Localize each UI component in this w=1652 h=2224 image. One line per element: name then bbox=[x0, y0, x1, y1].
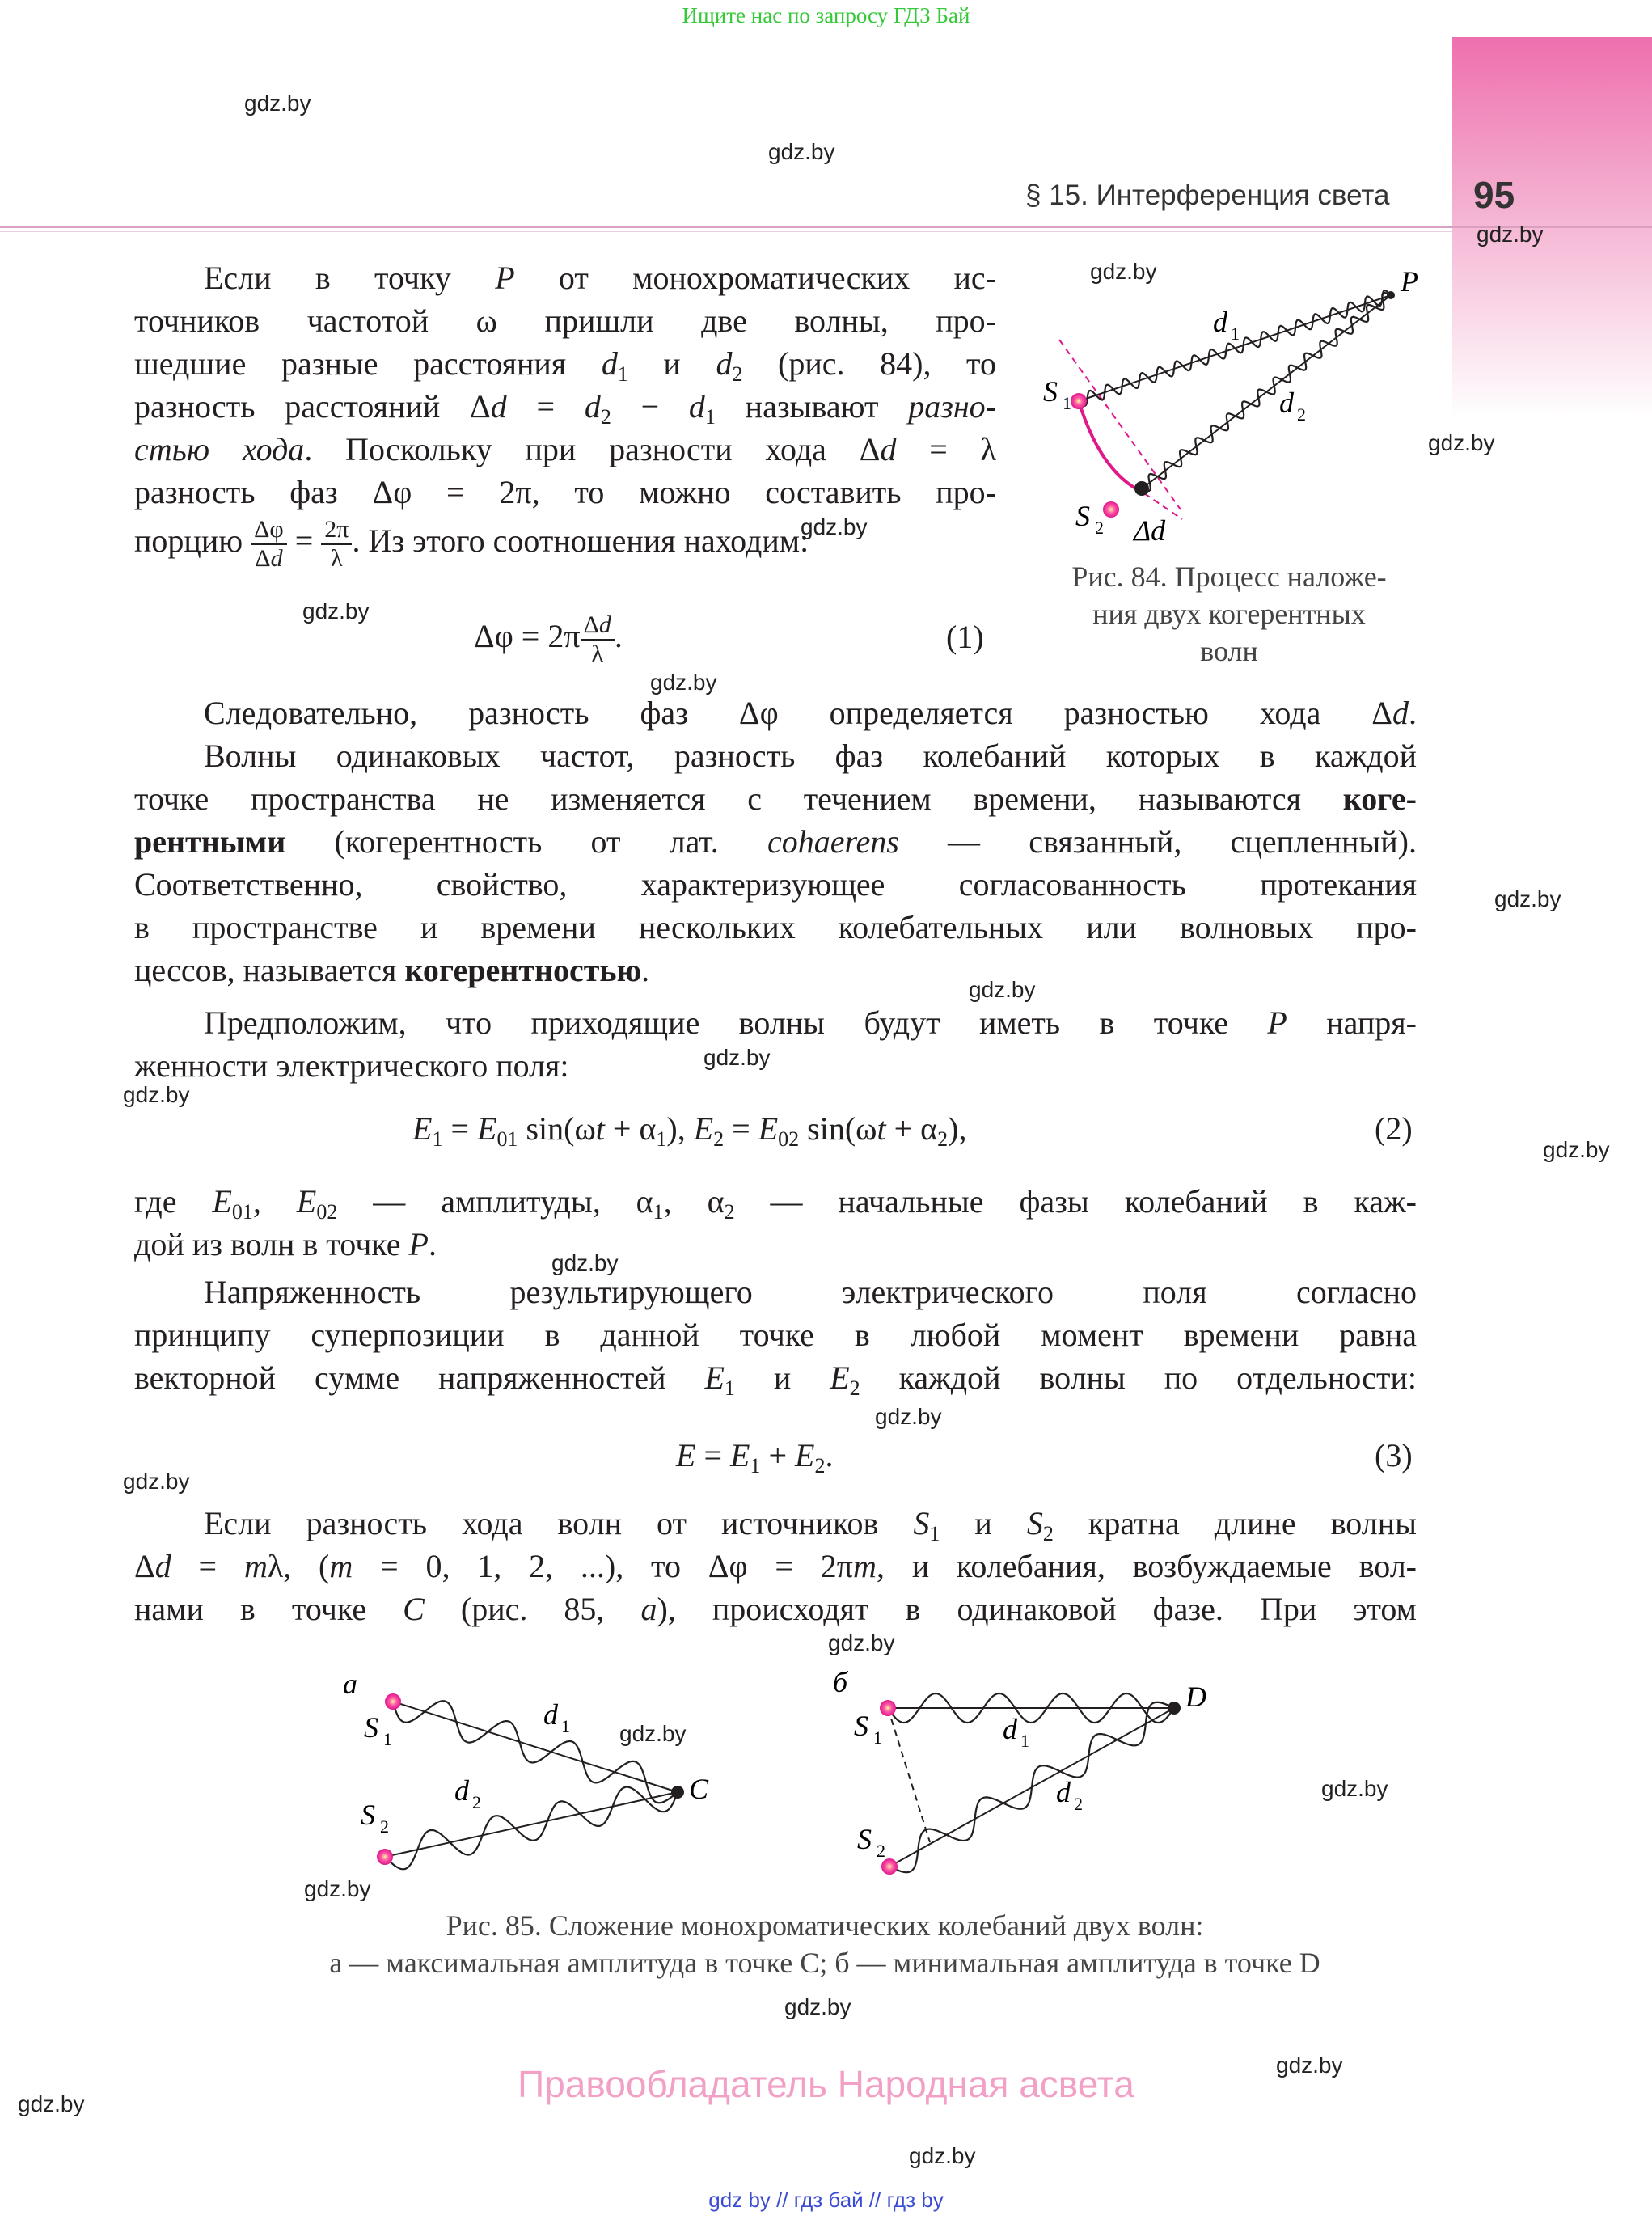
point-C bbox=[671, 1786, 684, 1799]
top-search-hint[interactable]: Ищите нас по запросу ГДЗ Бай bbox=[682, 3, 970, 27]
equation-1: Δφ = 2π $\frac{\Delta d}{\lambda}$ . bbox=[474, 611, 623, 667]
label-a-d2: d bbox=[454, 1774, 469, 1807]
wavefront-arc bbox=[1079, 401, 1139, 490]
watermark: gdz.by bbox=[768, 139, 835, 164]
figure-84-caption bbox=[1027, 558, 1431, 670]
figure-85a-diagram bbox=[332, 1666, 736, 1884]
watermark: gdz.by bbox=[619, 1721, 687, 1746]
point-D bbox=[1168, 1702, 1181, 1715]
equation-2: $E_1 = E_{01}$ $\sin(\omega t + \alpha_1)$, $E_2 = E_{02}$ $\sin(\omega t + \alpha_2)$, bbox=[412, 1110, 967, 1151]
label-b-d2-sub: 2 bbox=[1074, 1794, 1083, 1814]
watermark: gdz.by bbox=[875, 1404, 942, 1429]
watermark: gdz.by bbox=[1428, 430, 1495, 455]
figure-84-diagram bbox=[1043, 251, 1431, 550]
watermark: gdz.by bbox=[551, 1250, 619, 1275]
label-b-S2: S bbox=[857, 1823, 872, 1855]
label-S1-sub: 1 bbox=[1063, 393, 1071, 413]
source-b-S2-icon bbox=[881, 1858, 898, 1875]
label-a-d1-sub: 1 bbox=[561, 1716, 570, 1736]
label-delta-d: Δd bbox=[1134, 514, 1166, 547]
watermark: gdz.by bbox=[703, 1045, 771, 1070]
wave-a-d1 bbox=[393, 1701, 678, 1803]
equation-3: $E = E_1 + E_2$. bbox=[676, 1437, 834, 1478]
label-S2-sub: 2 bbox=[1095, 518, 1104, 538]
label-a-S1: S bbox=[364, 1711, 378, 1744]
watermark: gdz.by bbox=[304, 1876, 371, 1901]
watermark: gdz.by bbox=[828, 1630, 895, 1655]
label-b-d2: d bbox=[1056, 1776, 1071, 1808]
label-b-d1-sub: 1 bbox=[1020, 1731, 1029, 1751]
ray-a-d1 bbox=[393, 1702, 678, 1792]
label-a-S2: S bbox=[361, 1799, 375, 1831]
label-b-S1: S bbox=[854, 1710, 868, 1742]
source-a-S1-icon bbox=[385, 1693, 401, 1710]
point-on-d2 bbox=[1134, 481, 1149, 496]
figure-85b-diagram bbox=[825, 1658, 1245, 1892]
wave-a-d2 bbox=[385, 1787, 678, 1870]
wave-d2 bbox=[1142, 293, 1391, 491]
source-a-S2-icon bbox=[377, 1849, 393, 1865]
watermark: gdz.by bbox=[1321, 1776, 1388, 1801]
figure-85-caption bbox=[81, 1907, 1569, 1981]
wave-d1 bbox=[1079, 290, 1391, 406]
caption-line: Рис. 85. Сложение монохроматических колебаний двух волн: bbox=[446, 1909, 1204, 1942]
watermark: gdz.by bbox=[969, 977, 1036, 1002]
header-rule bbox=[0, 226, 1652, 228]
caption-line: а — максимальная амплитуда в точке C; б — минимальная амплитуда в точке D bbox=[329, 1947, 1320, 1979]
label-a-S1-sub: 1 bbox=[383, 1729, 392, 1749]
watermark: gdz.by bbox=[1477, 222, 1544, 247]
watermark: gdz.by bbox=[302, 598, 370, 624]
caption-line: Рис. 84. Процесс наложе- bbox=[1071, 560, 1387, 593]
watermark: gdz.by bbox=[784, 1994, 851, 2019]
label-b-S2-sub: 2 bbox=[877, 1841, 885, 1861]
section-header: § 15. Интерференция света bbox=[1025, 180, 1390, 211]
caption-line: ния двух когерентных bbox=[1092, 598, 1366, 630]
watermark: gdz.by bbox=[244, 91, 311, 116]
equation-3-number: (3) bbox=[1375, 1437, 1413, 1474]
perpendicular-dashed bbox=[888, 1708, 930, 1842]
ray-a-d2 bbox=[385, 1792, 678, 1857]
watermark: gdz.by bbox=[1543, 1137, 1610, 1162]
label-d2: d bbox=[1279, 387, 1294, 419]
label-a-d2-sub: 2 bbox=[472, 1792, 481, 1812]
label-a-d1: d bbox=[543, 1698, 558, 1731]
source-S1-icon bbox=[1071, 393, 1087, 409]
wave-b-d2 bbox=[889, 1702, 1174, 1872]
label-d1: d bbox=[1213, 306, 1227, 338]
label-C: C bbox=[689, 1773, 709, 1805]
panel-b-label: б bbox=[833, 1666, 848, 1698]
watermark: gdz.by bbox=[1494, 886, 1561, 911]
equation-1-number: (1) bbox=[946, 619, 984, 655]
page-number: 95 bbox=[1473, 174, 1515, 216]
panel-a-label: а bbox=[343, 1668, 357, 1700]
watermark: gdz.by bbox=[909, 2143, 976, 2168]
watermark: gdz.by bbox=[1276, 2053, 1343, 2078]
ray-d2 bbox=[1140, 295, 1391, 490]
bottom-links[interactable]: gdz by // гдз бай // гдз by bbox=[708, 2188, 944, 2212]
label-S1: S bbox=[1043, 375, 1058, 408]
label-a-S2-sub: 2 bbox=[380, 1816, 389, 1837]
label-S2: S bbox=[1075, 500, 1090, 532]
label-b-S1-sub: 1 bbox=[873, 1727, 882, 1748]
watermark: gdz.by bbox=[18, 2091, 85, 2116]
watermark: gdz.by bbox=[801, 514, 868, 539]
label-P: P bbox=[1401, 265, 1418, 298]
label-D: D bbox=[1185, 1681, 1206, 1713]
watermark: gdz.by bbox=[123, 1082, 190, 1107]
tangent-dashed-line bbox=[1059, 340, 1181, 509]
watermark: gdz.by bbox=[123, 1469, 190, 1494]
source-b-S1-icon bbox=[880, 1700, 896, 1716]
header-rule-thin bbox=[0, 231, 1452, 232]
source-S2-icon bbox=[1103, 501, 1119, 518]
caption-line: волн bbox=[1200, 635, 1258, 667]
point-P bbox=[1387, 291, 1395, 299]
equation-2-number: (2) bbox=[1375, 1110, 1413, 1147]
label-d2-sub: 2 bbox=[1297, 404, 1306, 425]
label-b-d1: d bbox=[1003, 1713, 1017, 1745]
copyright-footer: Правообладатель Народная асвета bbox=[518, 2063, 1134, 2105]
watermark: gdz.by bbox=[650, 670, 717, 695]
label-d1-sub: 1 bbox=[1231, 323, 1240, 344]
watermark: gdz.by bbox=[1090, 259, 1157, 284]
